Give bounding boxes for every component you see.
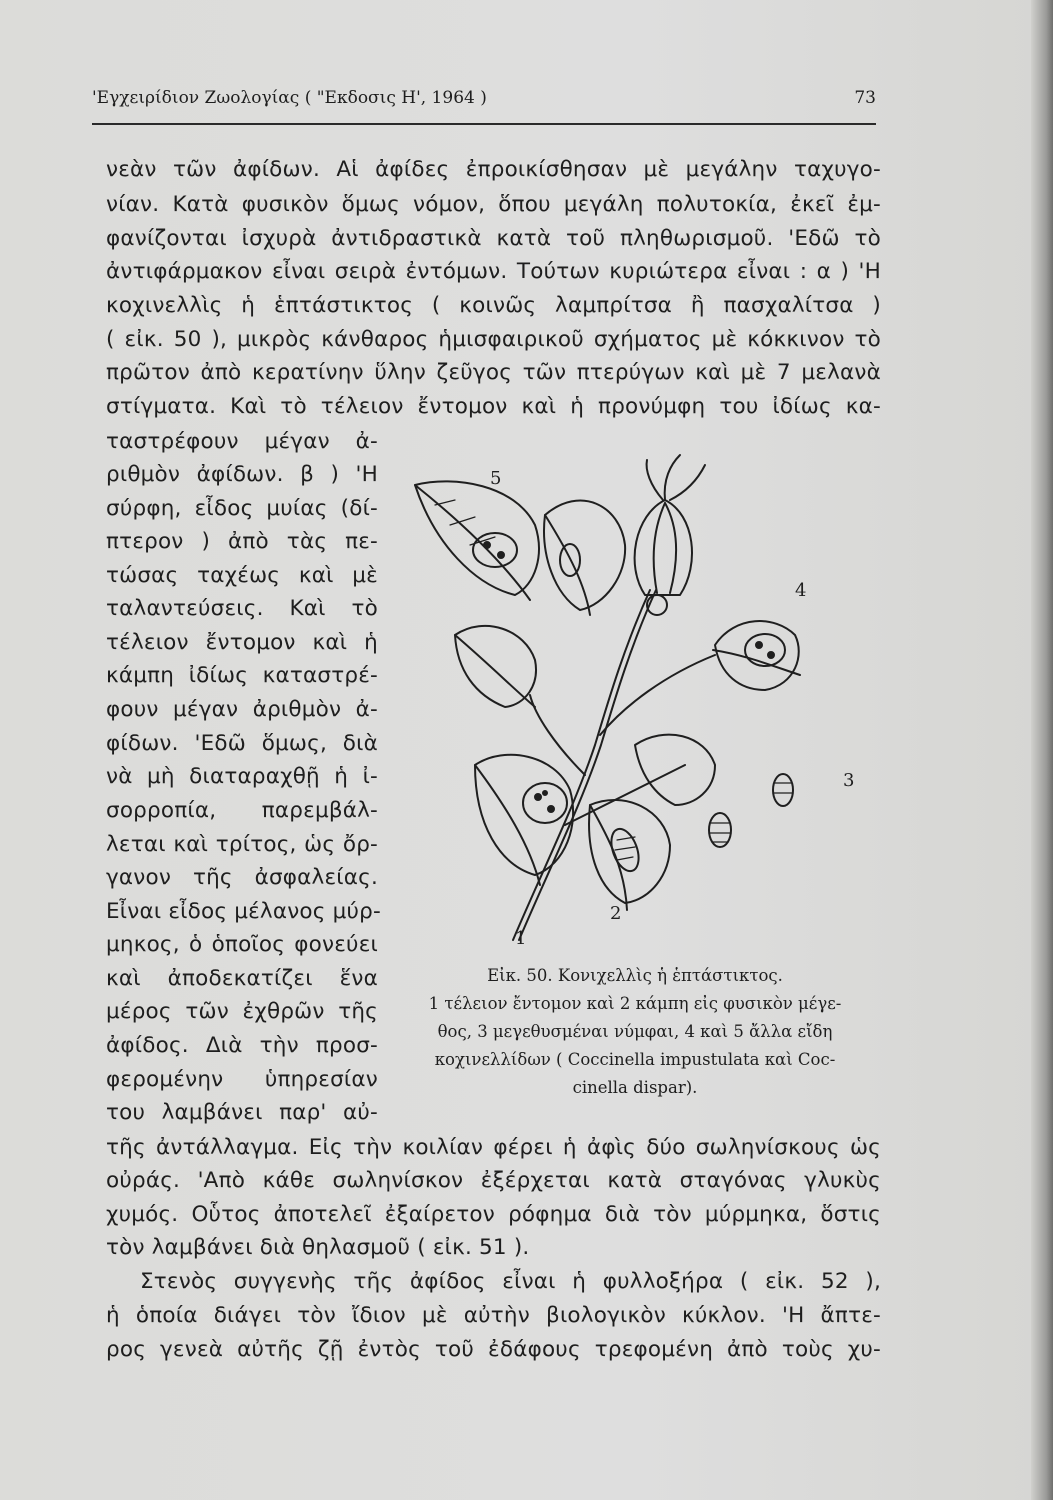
text-line: κάμπη ἰδίως καταστρέ-: [106, 663, 378, 688]
larva-icon: [606, 825, 644, 875]
text-line: οὐράς. 'Απὸ κάθε σωληνίσκον ἐξέρχεται κατὰ σταγόνας γλυκὺς: [106, 1168, 881, 1193]
figure-caption-line: cinella dispar).: [572, 1078, 698, 1097]
text-line: ταλαντεύσεις. Καὶ τὸ: [106, 596, 378, 621]
figure-label-4: 4: [795, 580, 807, 601]
text-line: λεται καὶ τρίτος, ὡς ὄρ-: [106, 832, 378, 857]
leaf-icon: [544, 501, 625, 615]
page-edge-shadow: [1031, 0, 1053, 1500]
stem: [513, 590, 650, 940]
text-line: ἀφίδος. Διὰ τὴν προσ-: [106, 1033, 378, 1058]
figure-caption-line: θος, 3 μεγεθυσμέναι νύμφαι, 4 καὶ 5 ἄλλα εἴδη: [437, 1022, 833, 1041]
text-line: ταστρέφουν μέγαν ἀ-: [106, 429, 378, 454]
rose-bud-icon: [635, 455, 705, 615]
text-line: χυμός. Οὗτος ἀποτελεῖ ἐξαίρετον ρόφημα διὰ τὸν μύρμηκα, ὅστις: [106, 1202, 881, 1227]
figure-caption-title: Εἰκ. 50. Κονιχελλὶς ἡ ἑπτάστικτος.: [487, 966, 783, 985]
text-line: κοχινελλὶς ἡ ἑπτάστικτος ( κοινῶς λαμπρίτσα ἢ πασχαλίτσα ): [106, 293, 881, 318]
leaf-icon: [455, 626, 536, 707]
text-line: τὸν λαμβάνει διὰ θηλασμοῦ ( εἰκ. 51 ).: [106, 1235, 530, 1260]
ladybird-icon: [473, 533, 517, 567]
text-line: Εἶναι εἶδος μέλανος μύρ-: [106, 899, 381, 924]
text-line: του λαμβάνει παρ' αὐ-: [106, 1100, 378, 1125]
text-line: φίδων. 'Εδῶ ὅμως, διὰ: [106, 731, 378, 756]
pupa-icon: [709, 813, 731, 847]
figure-label-2: 2: [610, 903, 622, 924]
text-line: τέλειον ἔντομον καὶ ἡ: [106, 630, 378, 655]
running-header: [92, 88, 876, 108]
text-line: ( εἰκ. 50 ), μικρὸς κάνθαρος ἡμισφαιρικοῦ σχήματος μὲ κόκκινον τὸ: [106, 327, 881, 352]
page-number: 73: [854, 88, 876, 108]
text-line: ἡ ὁποία διάγει τὸν ἴδιον μὲ αὐτὴν βιολογικὸν κύκλον. 'Η ἄπτε-: [106, 1303, 881, 1328]
text-line: νὰ μὴ διαταραχθῇ ἡ ἰ-: [106, 764, 378, 789]
text-line: τῆς ἀντάλλαγμα. Εἰς τὴν κοιλίαν φέρει ἡ ἀφὶς δύο σωληνίσκους ὡς: [106, 1135, 881, 1160]
figure-illustration: [395, 445, 870, 950]
text-line: ρος γενεὰ αὐτῆς ζῇ ἐντὸς τοῦ ἐδάφους τρεφομένη ἀπὸ τοὺς χυ-: [106, 1337, 881, 1362]
text-line: ριθμὸν ἀφίδων. β ) 'Η: [106, 462, 378, 487]
text-line: Στενὸς συγγενὴς τῆς ἀφίδος εἶναι ἡ φυλλοξήρα ( εἰκ. 52 ),: [140, 1269, 881, 1294]
text-line: ἀντιφάρμακον εἶναι σειρὰ ἐντόμων. Τούτων κυριώτερα εἶναι : α ) 'Η: [106, 259, 881, 284]
text-line: καὶ ἀποδεκατίζει ἕνα: [106, 966, 378, 991]
figure-label-3: 3: [843, 770, 855, 791]
text-line: νίαν. Κατὰ φυσικὸν ὅμως νόμον, ὅπου μεγάλη πολυτοκία, ἐκεῖ ἐμ-: [106, 192, 881, 217]
text-line: φανίζονται ἰσχυρὰ ἀντιδραστικὰ κατὰ τοῦ πληθωρισμοῦ. 'Εδῶ τὸ: [106, 226, 881, 251]
text-line: σορροπία, παρεμβάλ-: [106, 798, 378, 823]
text-line: στίγματα. Καὶ τὸ τέλειον ἔντομον καὶ ἡ προνύμφη του ἰδίως κα-: [106, 394, 881, 419]
text-line: νεὰν τῶν ἀφίδων. Αἱ ἀφίδες ἐπροικίσθησαν μὲ μεγάλην ταχυγο-: [106, 157, 881, 182]
leaf-icon: [589, 800, 670, 910]
pupa-icon: [773, 774, 793, 806]
text-line: τώσας ταχέως καὶ μὲ: [106, 563, 378, 588]
text-line: φουν μέγαν ἀριθμὸν ἀ-: [106, 697, 378, 722]
text-line: πρῶτον ἀπὸ κερατίνην ὕλην ζεῦγος τῶν πτερύγων καὶ μὲ 7 μελανὰ: [106, 360, 881, 385]
text-line: μέρος τῶν ἐχθρῶν τῆς: [106, 999, 378, 1024]
ladybird-icon: [523, 783, 567, 823]
text-line: πτερον ) ἀπὸ τὰς πε-: [106, 529, 378, 554]
figure-caption-line: 1 τέλειον ἔντομον καὶ 2 κάμπη εἰς φυσικὸν μέγε-: [428, 994, 842, 1013]
book-title: 'Εγχειρίδιον Ζωολογίας ( "Εκδοσις Η', 1964 ): [92, 88, 487, 108]
text-line: φερομένην ὑπηρεσίαν: [106, 1067, 378, 1092]
ladybird-icon: [745, 634, 785, 666]
figure-caption-line: κοχινελλίδων ( Coccinella impustulata καὶ Coc-: [434, 1050, 836, 1069]
figure-label-1: 1: [515, 928, 527, 949]
figure-label-5: 5: [490, 468, 502, 489]
text-line: μηκος, ὁ ὁποῖος φονεύει: [106, 932, 378, 957]
text-line: γανον τῆς ἀσφαλείας.: [106, 865, 378, 890]
leaf-icon: [713, 621, 800, 690]
header-rule: [92, 123, 876, 125]
text-line: σύρφη, εἶδος μυίας (δί-: [106, 496, 378, 521]
